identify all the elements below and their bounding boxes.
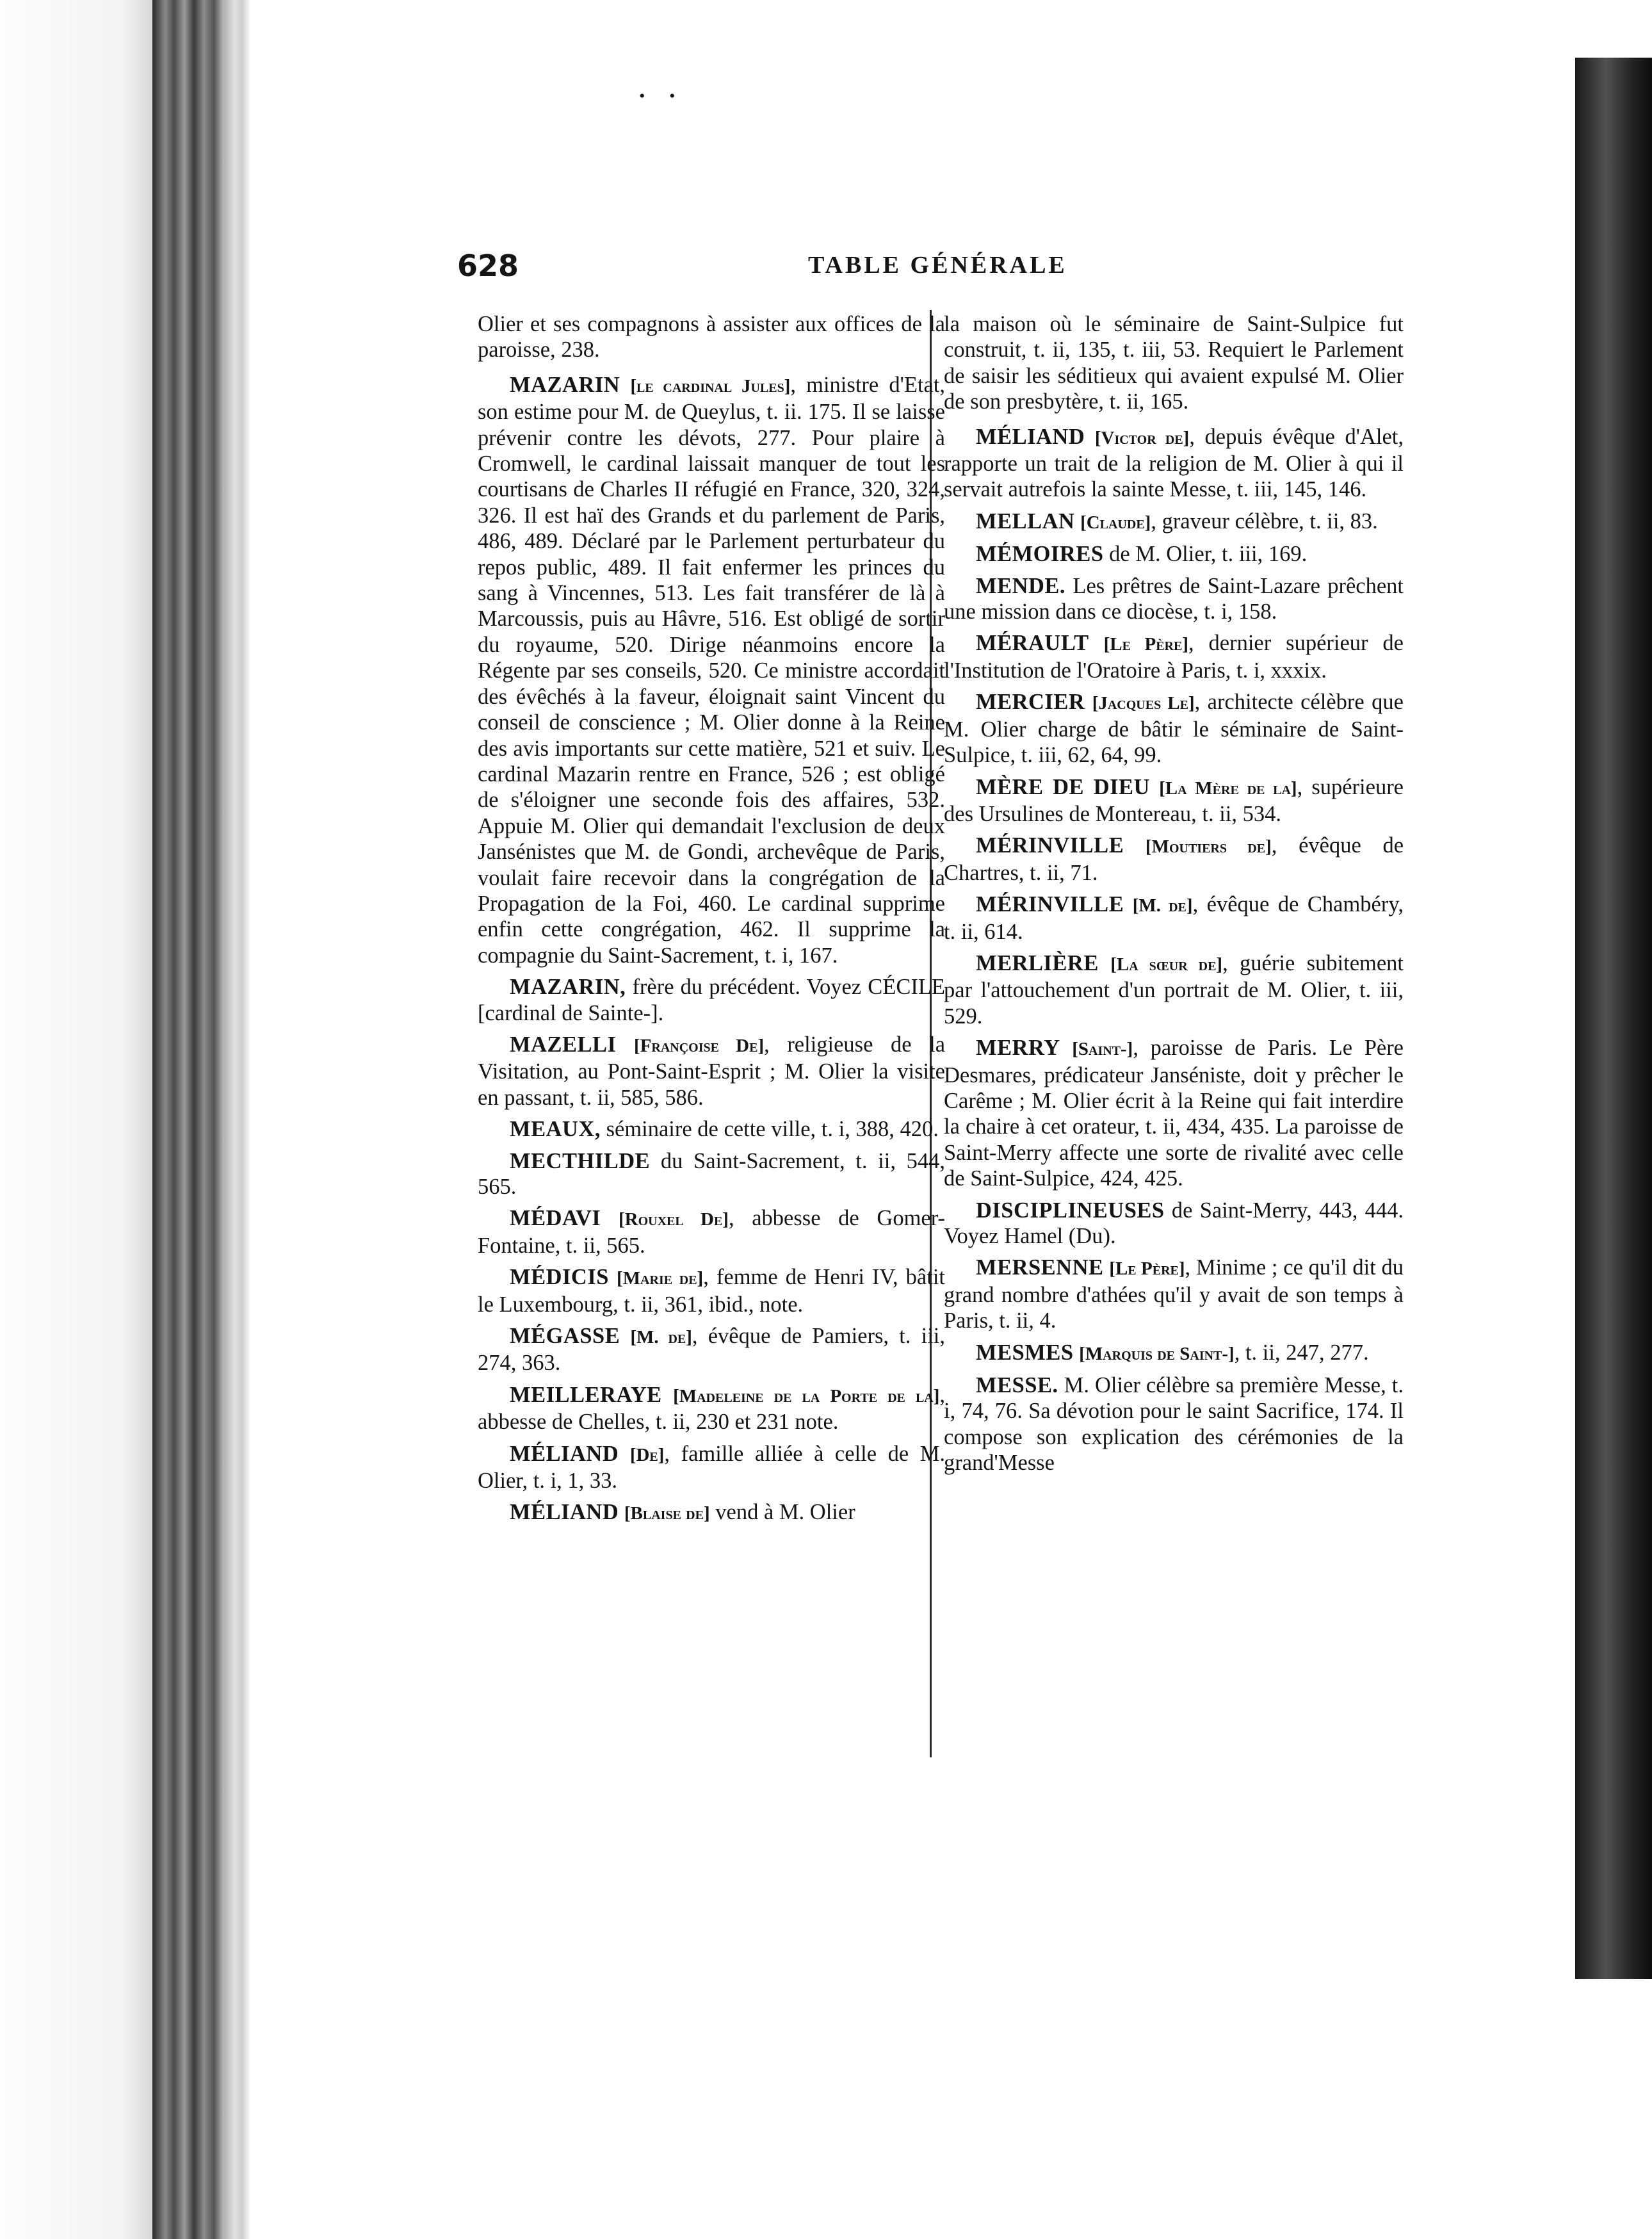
entry-text: , guérie subitement par l'attouchement d'un portrait de M. Olier, t. iii, 529.	[944, 950, 1404, 1029]
index-entry	[478, 1032, 945, 1111]
entry-qualifier: [Blaise de]	[624, 1503, 710, 1524]
entry-qualifier: [Saint-]	[1072, 1039, 1133, 1060]
entry-qualifier: [La Mère de la]	[1159, 778, 1297, 799]
entry-text: Les prêtres de Saint-Lazare prêchent une mission dans ce diocèse, t. i, 158.	[944, 573, 1404, 624]
entry-headword: MERCIER	[976, 690, 1085, 715]
index-entry	[478, 1499, 945, 1526]
entry-text: du Saint-Sacrement, t. ii, 544, 565.	[478, 1148, 945, 1199]
index-entry	[944, 1198, 1404, 1250]
entry-headword: MÈRE DE DIEU	[976, 774, 1150, 799]
entry-text: , ministre d'Etat, son estime pour M. de Queylus, t. ii. 175. Il se laisse prévenir contre les dévots, 277. Pour plaire à Cromwell, le cardinal laissait manquer de tout les courtisans de Charles II réfugié en France, 320, 324, 326. Il est haï des Grands et du parlement de Paris, 486, 489. Déclaré par le Parlement perturbateur du repos public, 489. Il fait enfermer les princes du sang à Vincennes, 513. Les fait transférer de là à Marcoussis, puis au Hâvre, 516. Est obligé de sortir du royaume, 520. Dirige néanmoins encore la Régente par ses conseils, 520. Ce ministre accordait des évêchés à la faveur, éloignait saint Vincent du conseil de conscience ; M. Olier donne à la Reine des avis importants sur cette matière, 521 et suiv. Le cardinal Mazarin rentre en France, 526 ; est obligé de s'éloigner une seconde fois des affaires, 532. Appuie M. Olier qui demandait l'exclusion de deux Jansénistes que M. de Gondi, archevêque de Paris, voulait faire recevoir dans la congrégation de la Propagation de la Foi, 460. Le cardinal supprime enfin cette congrégation, 462. Il supprime la compagnie du Saint-Sacrement, t. i, 167.	[478, 372, 945, 968]
index-entry	[944, 1035, 1404, 1191]
entry-qualifier: [Claude]	[1080, 512, 1151, 533]
entry-headword: MAZARIN	[510, 372, 620, 397]
entry-qualifier: [De]	[629, 1444, 665, 1465]
entry-headword: MESMES	[976, 1340, 1074, 1365]
entry-qualifier: [Moutiers de]	[1145, 836, 1272, 858]
entry-text: , évêque de Chambéry, t. ii, 614.	[944, 892, 1404, 944]
entry-headword: MÉRINVILLE	[976, 833, 1124, 858]
index-entry	[944, 892, 1404, 945]
entry-headword: MELLAN	[976, 509, 1075, 533]
entry-qualifier: [Rouxel De]	[618, 1209, 729, 1230]
entry-text: la maison où le séminaire de Saint-Sulpice fut construit, t. ii, 135, t. iii, 53. Requiert le Parlement de saisir les séditieux qui avaient expulsé M. Olier de son presbytère, t. ii, 165.	[944, 312, 1404, 414]
entry-headword: MÉLIAND	[510, 1500, 619, 1525]
entry-qualifier: [Le Père]	[1103, 634, 1188, 655]
entry-headword: MEAUX,	[510, 1117, 601, 1142]
index-entry	[478, 974, 945, 1026]
entry-headword: MAZARIN,	[510, 975, 626, 1000]
entry-text: , depuis évêque d'Alet, rapporte un trait de la religion de M. Olier à qui il servait autrefois la sainte Messe, t. iii, 145, 146.	[944, 424, 1404, 502]
entry-qualifier: [Marie de]	[617, 1268, 704, 1289]
entry-text: frère du précédent. Voyez CÉCILE [cardinal de Sainte-].	[478, 975, 945, 1025]
entry-text: , famille alliée à celle de M. Olier, t. i, 1, 33.	[478, 1441, 945, 1494]
entry-headword: MERSENNE	[976, 1255, 1104, 1280]
entry-text: , Minime ; ce qu'il dit du grand nombre d'athées qu'il y avait de son temps à Paris, t. ii, 4.	[944, 1255, 1404, 1333]
index-entry	[944, 1255, 1404, 1333]
index-entry	[944, 1340, 1404, 1367]
index-entry	[478, 1264, 945, 1317]
entry-qualifier: [Françoise De]	[634, 1035, 765, 1056]
index-entry	[478, 311, 945, 363]
entry-headword: DISCIPLINEUSES	[976, 1198, 1165, 1223]
index-entry	[944, 689, 1404, 768]
index-entry	[944, 774, 1404, 827]
right-column	[944, 311, 1404, 1476]
entry-qualifier: [Victor de]	[1094, 427, 1190, 448]
entry-qualifier: [Le Père]	[1109, 1258, 1185, 1280]
index-entry	[478, 1148, 945, 1200]
page-stack-edge	[224, 0, 250, 2239]
index-entry	[944, 541, 1404, 567]
entry-text: , évêque de Chartres, t. ii, 71.	[944, 833, 1404, 885]
page-dots: . .	[639, 76, 684, 103]
entry-qualifier: [Jacques Le]	[1092, 693, 1195, 714]
entry-text: séminaire de cette ville, t. i, 388, 420.	[606, 1117, 939, 1142]
entry-text: Olier et ses compagnons à assister aux offices de la paroisse, 238.	[478, 312, 945, 362]
entry-text: , graveur célèbre, t. ii, 83.	[1151, 509, 1378, 533]
entry-headword: MÉLIAND	[976, 424, 1085, 449]
index-entry	[478, 1441, 945, 1494]
index-entry	[944, 950, 1404, 1029]
entry-qualifier: [La sœur de]	[1110, 954, 1223, 975]
entry-text: M. Olier célèbre sa première Messe, t. i, 74, 76. Sa dévotion pour le saint Sacrifice, 174. Il compose son explication des cérémonies de la grand'Messe	[944, 1373, 1404, 1476]
book-edge	[0, 0, 152, 2239]
index-entry	[944, 509, 1404, 535]
index-entry	[478, 1205, 945, 1258]
entry-qualifier: [Marquis de Saint-]	[1079, 1343, 1235, 1364]
book-spine	[152, 0, 224, 2239]
entry-text: , paroisse de Paris. Le Père Desmares, prédicateur Janséniste, doit y prêcher le Carême ; M. Olier écrit à la Reine qui fait interdire la chaire à cet orateur, t. ii, 434, 435. La paroisse de Saint-Merry affecte une sorte de rivalité avec celle de Saint-Sulpice, 424, 425.	[944, 1036, 1404, 1191]
index-entry	[944, 573, 1404, 625]
entry-qualifier: [M. de]	[1132, 895, 1193, 916]
index-entry	[478, 1382, 945, 1435]
entry-headword: MAZELLI	[510, 1032, 617, 1057]
index-entry	[944, 311, 1404, 415]
entry-text: , t. ii, 247, 277.	[1234, 1340, 1369, 1365]
entry-text: , supérieure des Ursulines de Montereau, t. ii, 534.	[944, 774, 1404, 826]
running-head: TABLE GÉNÉRALE	[808, 252, 1067, 279]
index-entry	[944, 630, 1404, 683]
entry-text: de M. Olier, t. iii, 169.	[1109, 542, 1308, 567]
entry-qualifier: [Madeleine de la Porte de la]	[673, 1385, 940, 1406]
entry-headword: MÉDICIS	[510, 1265, 609, 1290]
entry-text: , évêque de Pamiers, t. iii, 274, 363.	[478, 1324, 945, 1376]
index-entry	[478, 1116, 945, 1142]
entry-text: , dernier supérieur de l'Institution de l'Oratoire à Paris, t. i, xxxix.	[944, 631, 1404, 683]
entry-headword: MEILLERAYE	[510, 1382, 662, 1407]
entry-text: , abbesse de Chelles, t. ii, 230 et 231 note.	[478, 1382, 946, 1435]
entry-text: , femme de Henri IV, bâtit le Luxembourg, t. ii, 361, ibid., note.	[478, 1265, 945, 1317]
entry-headword: MÉMOIRES	[976, 542, 1104, 567]
entry-text: , religieuse de la Visitation, au Pont-Saint-Esprit ; M. Olier la visite en passant, t. ii, 585, 586.	[478, 1032, 946, 1110]
entry-qualifier: [M. de]	[630, 1327, 692, 1348]
entry-headword: MERRY	[976, 1036, 1060, 1061]
entry-headword: MÉRINVILLE	[976, 892, 1124, 917]
facing-page-edge	[1575, 58, 1652, 1979]
entry-qualifier: [le cardinal Jules]	[630, 375, 791, 396]
entry-headword: MERLIÈRE	[976, 950, 1099, 975]
entry-headword: MECTHILDE	[510, 1148, 651, 1173]
index-entry	[944, 1372, 1404, 1476]
entry-text: de Saint-Merry, 443, 444. Voyez Hamel (Du).	[944, 1198, 1404, 1248]
entry-headword: MÉGASSE	[510, 1324, 620, 1349]
entry-headword: MESSE.	[976, 1373, 1058, 1398]
entry-text: vend à M. Olier	[709, 1500, 855, 1525]
index-entry	[478, 372, 945, 968]
entry-text: , architecte célèbre que M. Olier charge de bâtir le séminaire de Saint-Sulpice, t. iii, 62, 64, 99.	[944, 690, 1404, 768]
background-area	[1575, 1979, 1652, 2239]
index-entry	[478, 1323, 945, 1376]
page-number: 628	[457, 248, 519, 283]
entry-text: , abbesse de Gomer-Fontaine, t. ii, 565.	[478, 1206, 946, 1258]
left-column	[478, 311, 945, 1527]
index-entry	[944, 833, 1404, 886]
index-entry	[944, 424, 1404, 503]
entry-headword: MÉRAULT	[976, 631, 1089, 656]
entry-headword: MÉLIAND	[510, 1441, 619, 1466]
entry-headword: MÉDAVI	[510, 1206, 601, 1231]
entry-headword: MENDE.	[976, 573, 1066, 598]
